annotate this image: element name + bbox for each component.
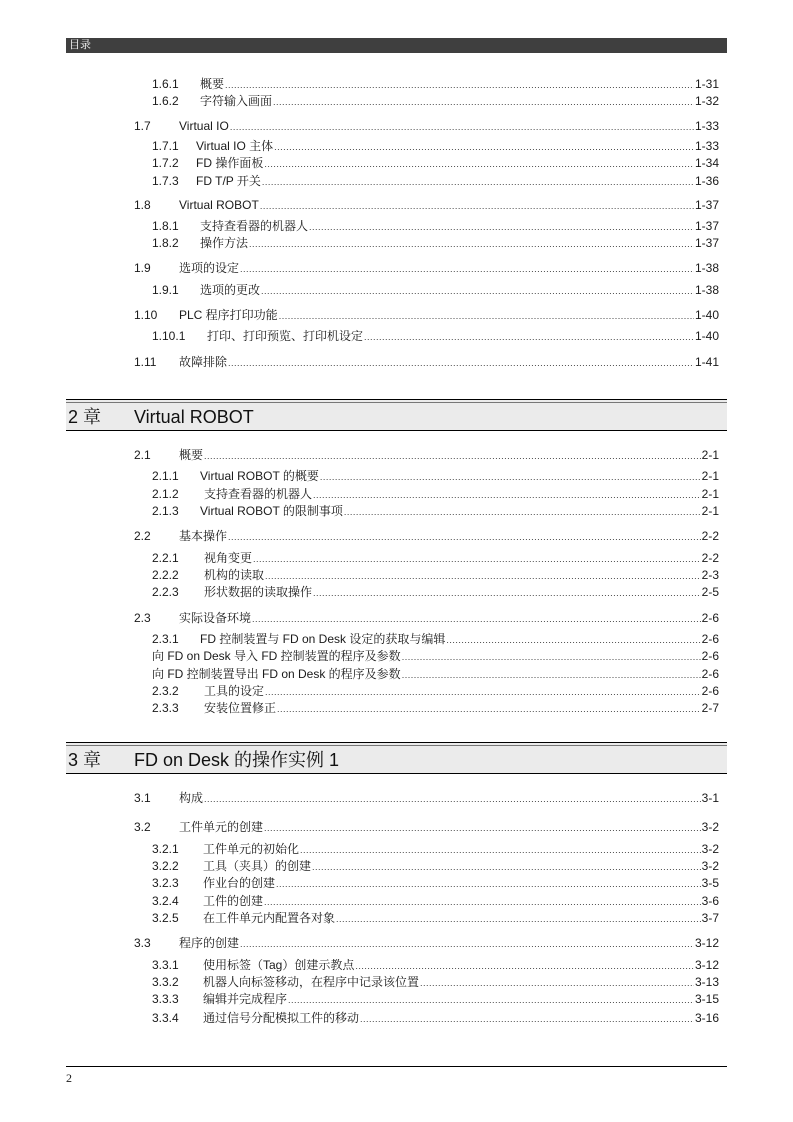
toc-entry[interactable]	[134, 610, 719, 626]
toc-entry-title: 打印、打印预览、打印机设定	[207, 329, 364, 343]
toc-entry-number: 3.3.2	[152, 975, 179, 989]
toc-entry-page: 2-1	[701, 504, 719, 518]
toc-entry[interactable]	[152, 666, 719, 682]
toc-entry-title: 形状数据的读取操作	[204, 585, 313, 599]
toc-entry-number: 3.3.4	[152, 1011, 179, 1025]
toc-entry-page: 2-1	[701, 487, 719, 501]
toc-entry[interactable]	[134, 197, 719, 213]
toc-entry-page: 1-40	[694, 329, 719, 343]
toc-entry[interactable]	[152, 173, 719, 189]
toc-entry-title: 支持查看器的机器人	[200, 219, 309, 233]
toc-entry-number: 3.3.3	[152, 992, 179, 1006]
toc-entry-page: 1-31	[694, 77, 719, 91]
toc-entry-title: 通过信号分配模拟工件的移动	[203, 1011, 360, 1025]
toc-entry[interactable]	[152, 858, 719, 874]
toc-entry[interactable]	[134, 307, 719, 323]
toc-leader-dots	[364, 329, 694, 345]
toc-leader-dots	[225, 77, 694, 93]
toc-entry-number: 1.7	[134, 119, 151, 133]
toc-entry-page: 3-7	[701, 911, 719, 925]
footer-rule	[66, 1066, 727, 1067]
toc-leader-dots	[240, 936, 694, 952]
toc-entry-title: Virtual IO 主体	[196, 139, 274, 153]
toc-entry-page: 2-1	[701, 448, 719, 462]
toc-entry[interactable]	[152, 584, 719, 600]
toc-entry[interactable]	[152, 991, 719, 1007]
toc-entry[interactable]	[134, 354, 719, 370]
toc-leader-dots	[265, 684, 701, 700]
toc-entry-number: 2.1	[134, 448, 151, 462]
toc-entry[interactable]	[152, 910, 719, 926]
toc-leader-dots	[309, 219, 694, 235]
chapter-2-heading	[66, 399, 727, 431]
toc-leader-dots	[264, 820, 701, 836]
toc-entry-page: 3-5	[701, 876, 719, 890]
toc-entry-page: 3-15	[694, 992, 719, 1006]
toc-entry-number: 3.2.4	[152, 894, 179, 908]
toc-entry[interactable]	[152, 138, 719, 154]
toc-entry-number: 2.3.2	[152, 684, 179, 698]
toc-entry[interactable]	[152, 486, 719, 502]
toc-entry-title: 工件单元的创建	[179, 820, 264, 834]
toc-entry-title: 工件的创建	[203, 894, 264, 908]
toc-entry-title: Virtual ROBOT 的限制事项	[200, 504, 343, 518]
toc-entry-page: 2-2	[701, 529, 719, 543]
toc-leader-dots	[260, 198, 694, 214]
toc-entry-page: 2-6	[701, 649, 719, 663]
toc-entry-number: 1.11	[134, 355, 157, 369]
toc-entry-page: 3-2	[701, 820, 719, 834]
toc-entry-number: 1.8.2	[152, 236, 179, 250]
toc-entry-page: 2-6	[701, 667, 719, 681]
toc-entry-number: 1.10	[134, 308, 158, 322]
toc-entry-page: 3-16	[694, 1011, 719, 1025]
toc-entry-page: 2-3	[701, 568, 719, 582]
toc-entry-title: 字符输入画面	[200, 94, 273, 108]
toc-entry-title: 视角变更	[204, 551, 253, 565]
toc-entry-number: 2.3	[134, 611, 151, 625]
toc-entry-number: 1.7.2	[152, 156, 179, 170]
toc-entry-page: 1-38	[694, 261, 719, 275]
toc-entry-page: 1-41	[694, 355, 719, 369]
toc-entry-title: 基本操作	[179, 529, 228, 543]
toc-entry-number: 1.7.1	[152, 139, 179, 153]
toc-leader-dots	[262, 174, 694, 190]
toc-leader-dots	[253, 551, 701, 567]
toc-leader-dots	[313, 487, 701, 503]
toc-entry-title: 工具的设定	[204, 684, 265, 698]
chapter-3-heading	[66, 742, 727, 774]
toc-entry-number: 3.2.1	[152, 842, 179, 856]
toc-entry-page: 1-32	[694, 94, 719, 108]
toc-entry[interactable]	[152, 893, 719, 909]
toc-entry[interactable]	[152, 875, 719, 891]
toc-leader-dots	[228, 355, 694, 371]
toc-leader-dots	[276, 876, 701, 892]
toc-entry-page: 3-2	[701, 859, 719, 873]
toc-entry-title: 向 FD on Desk 导入 FD 控制装置的程序及参数	[152, 649, 401, 663]
toc-entry-page: 2-6	[701, 684, 719, 698]
toc-entry-title: 概要	[200, 77, 225, 91]
toc-entry-page: 1-33	[694, 139, 719, 153]
toc-entry-title: 程序的创建	[179, 936, 240, 950]
toc-entry[interactable]	[134, 118, 719, 134]
toc-entry-page: 2-6	[701, 611, 719, 625]
toc-entry[interactable]	[152, 567, 719, 583]
toc-entry-number: 3.2.3	[152, 876, 179, 890]
toc-entry-title: 构成	[179, 791, 204, 805]
toc-entry[interactable]	[152, 700, 719, 716]
toc-leader-dots	[336, 911, 701, 927]
toc-entry[interactable]	[134, 528, 719, 544]
toc-leader-dots	[261, 283, 694, 299]
chapter-number: 3 章	[68, 750, 102, 770]
running-header	[66, 38, 727, 53]
toc-leader-dots	[312, 859, 701, 875]
toc-leader-dots	[240, 261, 694, 277]
toc-entry-title: PLC 程序打印功能	[179, 308, 278, 322]
toc-leader-dots	[446, 632, 700, 648]
toc-leader-dots	[279, 308, 694, 324]
toc-entry[interactable]	[152, 155, 719, 171]
toc-entry-page: 3-13	[694, 975, 719, 989]
toc-entry[interactable]	[152, 550, 719, 566]
toc-entry-number: 2.2	[134, 529, 151, 543]
toc-entry-number: 2.3.3	[152, 701, 179, 715]
toc-entry-title: 操作方法	[200, 236, 249, 250]
toc-entry-number: 3.1	[134, 791, 151, 805]
toc-entry[interactable]	[152, 841, 719, 857]
toc-entry[interactable]	[152, 631, 719, 647]
toc-entry-page: 3-1	[701, 791, 719, 805]
toc-leader-dots	[420, 975, 694, 991]
chapter-title: Virtual ROBOT	[134, 407, 254, 427]
toc-entry[interactable]	[134, 790, 719, 806]
toc-entry[interactable]	[152, 218, 719, 234]
running-header-title: 目录	[69, 39, 91, 51]
toc-entry[interactable]	[152, 468, 719, 484]
toc-leader-dots	[249, 236, 694, 252]
toc-entry-page: 2-2	[701, 551, 719, 565]
toc-entry-title: FD 控制装置与 FD on Desk 设定的获取与编辑	[200, 632, 446, 646]
toc-entry[interactable]	[152, 328, 719, 344]
toc-entry-number: 2.3.1	[152, 632, 179, 646]
toc-entry-number: 1.7.3	[152, 174, 179, 188]
toc-entry-page: 3-12	[694, 936, 719, 950]
toc-entry-page: 2-7	[701, 701, 719, 715]
toc-entry-page: 2-1	[701, 469, 719, 483]
toc-entry-title: 故障排除	[179, 355, 228, 369]
toc-entry-number: 1.6.2	[152, 94, 179, 108]
toc-entry-title: Virtual ROBOT 的概要	[200, 469, 319, 483]
toc-leader-dots	[355, 958, 694, 974]
toc-entry-number: 1.6.1	[152, 77, 179, 91]
toc-entry-number: 3.3	[134, 936, 151, 950]
toc-entry-number: 1.9	[134, 261, 151, 275]
toc-entry-title: 作业台的创建	[203, 876, 276, 890]
toc-entry[interactable]	[134, 447, 719, 463]
toc-entry-title: 工件单元的初始化	[203, 842, 300, 856]
toc-entry[interactable]	[152, 76, 719, 92]
toc-entry[interactable]	[152, 683, 719, 699]
toc-entry-page: 1-36	[694, 174, 719, 188]
toc-entry-number: 2.2.2	[152, 568, 179, 582]
toc-entry-number: 3.3.1	[152, 958, 179, 972]
toc-entry-number: 3.2.2	[152, 859, 179, 873]
toc-leader-dots	[300, 842, 701, 858]
toc-leader-dots	[265, 568, 701, 584]
toc-entry[interactable]	[152, 974, 719, 990]
toc-entry-title: 在工件单元内配置各对象	[203, 911, 336, 925]
toc-entry[interactable]	[152, 648, 719, 664]
toc-entry[interactable]	[152, 503, 719, 519]
toc-entry-number: 2.1.2	[152, 487, 179, 501]
toc-entry-title: 工具（夹具）的创建	[203, 859, 312, 873]
toc-entry-page: 1-33	[694, 119, 719, 133]
toc-entry[interactable]	[152, 1010, 719, 1026]
toc-entry-page: 1-37	[694, 219, 719, 233]
toc-entry[interactable]	[134, 260, 719, 276]
toc-entry-number: 2.2.3	[152, 585, 179, 599]
toc-leader-dots	[252, 611, 701, 627]
toc-entry[interactable]	[152, 235, 719, 251]
toc-entry-title: FD T/P 开关	[196, 174, 261, 188]
toc-leader-dots	[264, 156, 694, 172]
toc-entry-title: 机器人向标签移动，在程序中记录该位置	[203, 975, 420, 989]
toc-entry-page: 3-12	[694, 958, 719, 972]
toc-leader-dots	[277, 701, 701, 717]
toc-entry-number: 3.2.5	[152, 911, 179, 925]
toc-entry-number: 1.8.1	[152, 219, 179, 233]
toc-leader-dots	[402, 649, 701, 665]
toc-entry-title: 概要	[179, 448, 204, 462]
toc-leader-dots	[204, 791, 701, 807]
toc-entry[interactable]	[134, 935, 719, 951]
toc-entry-title: 支持查看器的机器人	[204, 487, 313, 501]
toc-entry-page: 3-6	[701, 894, 719, 908]
toc-leader-dots	[360, 1011, 694, 1027]
toc-entry-title: 选项的设定	[179, 261, 240, 275]
toc-entry-page: 1-40	[694, 308, 719, 322]
toc-entry-title: 实际设备环境	[179, 611, 252, 625]
toc-leader-dots	[228, 529, 701, 545]
toc-entry-title: 编辑并完成程序	[203, 992, 288, 1006]
toc-leader-dots	[320, 469, 701, 485]
toc-entry-page: 1-34	[694, 156, 719, 170]
toc-entry-number: 1.9.1	[152, 283, 179, 297]
toc-entry-page: 2-6	[701, 632, 719, 646]
toc-entry-page: 2-5	[701, 585, 719, 599]
toc-entry-title: Virtual IO	[179, 119, 229, 133]
toc-entry-number: 2.2.1	[152, 551, 179, 565]
toc-entry-title: 安装位置修正	[204, 701, 277, 715]
toc-entry-page: 1-37	[694, 236, 719, 250]
toc-entry-page: 1-37	[694, 198, 719, 212]
toc-entry-number: 1.10.1	[152, 329, 186, 343]
toc-leader-dots	[274, 139, 694, 155]
toc-entry-title: Virtual ROBOT	[179, 198, 259, 212]
toc-leader-dots	[264, 894, 701, 910]
chapter-number: 2 章	[68, 407, 102, 427]
toc-leader-dots	[230, 119, 694, 135]
toc-entry-page: 1-38	[694, 283, 719, 297]
chapter-title: FD on Desk 的操作实例 1	[134, 750, 340, 770]
toc-entry-number: 1.8	[134, 198, 151, 212]
toc-entry-title: 向 FD 控制装置导出 FD on Desk 的程序及参数	[152, 667, 401, 681]
toc-leader-dots	[313, 585, 701, 601]
toc-entry-title: FD 操作面板	[196, 156, 264, 170]
page-number: 2	[66, 1071, 72, 1085]
toc-entry-number: 2.1.1	[152, 469, 179, 483]
toc-entry[interactable]	[152, 957, 719, 973]
toc-leader-dots	[288, 992, 694, 1008]
toc-entry-number: 3.2	[134, 820, 151, 834]
toc-entry-title: 选项的更改	[200, 283, 261, 297]
toc-entry[interactable]	[152, 93, 719, 109]
toc-entry-number: 2.1.3	[152, 504, 179, 518]
toc-leader-dots	[273, 94, 694, 110]
toc-entry[interactable]	[152, 282, 719, 298]
toc-leader-dots	[204, 448, 701, 464]
toc-leader-dots	[402, 667, 701, 683]
toc-entry-title: 使用标签（Tag）创建示教点	[203, 958, 355, 972]
toc-leader-dots	[344, 504, 701, 520]
toc-entry[interactable]	[134, 819, 719, 835]
toc-entry-page: 3-2	[701, 842, 719, 856]
toc-entry-title: 机构的读取	[204, 568, 265, 582]
